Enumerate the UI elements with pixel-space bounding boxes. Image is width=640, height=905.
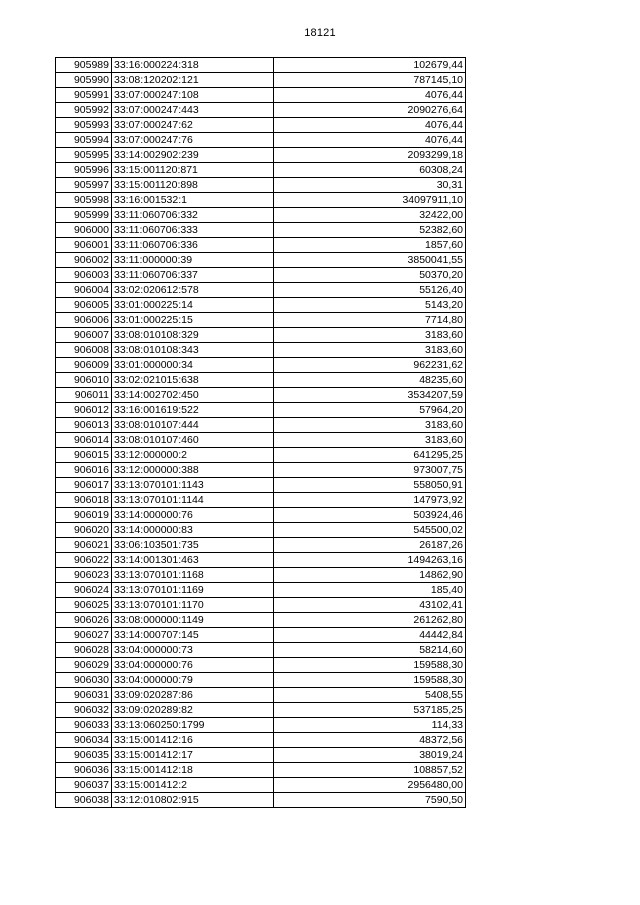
cadastral-number-cell: 33:08:000000:1149 <box>112 613 274 628</box>
cadastral-value-cell: 2090276,64 <box>274 103 466 118</box>
row-number-cell: 906032 <box>56 703 112 718</box>
cadastral-value-cell: 55126,40 <box>274 283 466 298</box>
cadastral-number-cell: 33:15:001412:17 <box>112 748 274 763</box>
row-number-cell: 906011 <box>56 388 112 403</box>
cadastral-value-cell: 34097911,10 <box>274 193 466 208</box>
cadastral-number-cell: 33:14:000000:83 <box>112 523 274 538</box>
cadastral-value-cell: 14862,90 <box>274 568 466 583</box>
cadastral-value-cell: 2956480,00 <box>274 778 466 793</box>
cadastral-number-cell: 33:13:070101:1143 <box>112 478 274 493</box>
cadastral-number-cell: 33:16:001619:522 <box>112 403 274 418</box>
cadastral-number-cell: 33:08:010108:343 <box>112 343 274 358</box>
table-row <box>56 643 466 658</box>
cadastral-value-cell: 3183,60 <box>274 433 466 448</box>
cadastral-number-cell: 33:07:000247:76 <box>112 133 274 148</box>
cadastral-number-cell: 33:07:000247:62 <box>112 118 274 133</box>
table-row <box>56 253 466 268</box>
table-row <box>56 118 466 133</box>
table-row <box>56 178 466 193</box>
row-number-cell: 906014 <box>56 433 112 448</box>
cadastral-value-cell: 1494263,16 <box>274 553 466 568</box>
cadastral-value-cell: 4076,44 <box>274 118 466 133</box>
cadastral-value-cell: 962231,62 <box>274 358 466 373</box>
table-body <box>56 58 466 808</box>
cadastral-value-cell: 7590,50 <box>274 793 466 808</box>
table-row <box>56 238 466 253</box>
row-number-cell: 906020 <box>56 523 112 538</box>
cadastral-value-cell: 3183,60 <box>274 418 466 433</box>
row-number-cell: 906025 <box>56 598 112 613</box>
table-row <box>56 343 466 358</box>
row-number-cell: 905995 <box>56 148 112 163</box>
row-number-cell: 906017 <box>56 478 112 493</box>
cadastral-value-cell: 48372,56 <box>274 733 466 748</box>
cadastral-number-cell: 33:12:000000:388 <box>112 463 274 478</box>
table-row <box>56 658 466 673</box>
cadastral-value-cell: 7714,80 <box>274 313 466 328</box>
cadastral-number-cell: 33:11:060706:332 <box>112 208 274 223</box>
row-number-cell: 906034 <box>56 733 112 748</box>
cadastral-value-cell: 32422,00 <box>274 208 466 223</box>
table-row <box>56 628 466 643</box>
cadastral-value-cell: 102679,44 <box>274 58 466 73</box>
cadastral-number-cell: 33:12:000000:2 <box>112 448 274 463</box>
cadastral-number-cell: 33:15:001120:898 <box>112 178 274 193</box>
cadastral-number-cell: 33:02:021015:638 <box>112 373 274 388</box>
cadastral-number-cell: 33:08:010107:460 <box>112 433 274 448</box>
cadastral-number-cell: 33:14:001301:463 <box>112 553 274 568</box>
cadastral-number-cell: 33:02:020612:578 <box>112 283 274 298</box>
cadastral-number-cell: 33:13:070101:1168 <box>112 568 274 583</box>
row-number-cell: 906005 <box>56 298 112 313</box>
table-row <box>56 283 466 298</box>
cadastral-number-cell: 33:13:070101:1170 <box>112 598 274 613</box>
cadastral-value-cell: 4076,44 <box>274 88 466 103</box>
cadastral-number-cell: 33:14:002902:239 <box>112 148 274 163</box>
row-number-cell: 906038 <box>56 793 112 808</box>
cadastral-number-cell: 33:08:010107:444 <box>112 418 274 433</box>
cadastral-value-cell: 44442,84 <box>274 628 466 643</box>
row-number-cell: 906000 <box>56 223 112 238</box>
cadastral-number-cell: 33:08:120202:121 <box>112 73 274 88</box>
cadastral-value-cell: 261262,80 <box>274 613 466 628</box>
cadastral-number-cell: 33:14:000000:76 <box>112 508 274 523</box>
cadastral-value-cell: 38019,24 <box>274 748 466 763</box>
table-row <box>56 508 466 523</box>
row-number-cell: 906004 <box>56 283 112 298</box>
table-row <box>56 688 466 703</box>
row-number-cell: 906009 <box>56 358 112 373</box>
row-number-cell: 906023 <box>56 568 112 583</box>
row-number-cell: 906028 <box>56 643 112 658</box>
cadastral-value-cell: 58214,60 <box>274 643 466 658</box>
table-row <box>56 193 466 208</box>
cadastral-number-cell: 33:11:060706:336 <box>112 238 274 253</box>
page-number: 18121 <box>304 27 336 39</box>
table-row <box>56 103 466 118</box>
row-number-cell: 906016 <box>56 463 112 478</box>
table-row <box>56 583 466 598</box>
cadastral-value-cell: 60308,24 <box>274 163 466 178</box>
row-number-cell: 905991 <box>56 88 112 103</box>
cadastral-number-cell: 33:11:000000:39 <box>112 253 274 268</box>
table-row <box>56 478 466 493</box>
table-row <box>56 673 466 688</box>
cadastral-number-cell: 33:15:001120:871 <box>112 163 274 178</box>
cadastral-value-cell: 1857,60 <box>274 238 466 253</box>
row-number-cell: 906021 <box>56 538 112 553</box>
row-number-cell: 906024 <box>56 583 112 598</box>
row-number-cell: 906027 <box>56 628 112 643</box>
table-row <box>56 523 466 538</box>
row-number-cell: 906013 <box>56 418 112 433</box>
row-number-cell: 906031 <box>56 688 112 703</box>
cadastral-number-cell: 33:01:000000:34 <box>112 358 274 373</box>
cadastral-number-cell: 33:08:010108:329 <box>112 328 274 343</box>
cadastral-value-cell: 159588,30 <box>274 658 466 673</box>
row-number-cell: 905997 <box>56 178 112 193</box>
cadastral-number-cell: 33:09:020287:86 <box>112 688 274 703</box>
row-number-cell: 906012 <box>56 403 112 418</box>
cadastral-number-cell: 33:16:000224:318 <box>112 58 274 73</box>
row-number-cell: 906037 <box>56 778 112 793</box>
row-number-cell: 906002 <box>56 253 112 268</box>
table-row <box>56 208 466 223</box>
table-row <box>56 463 466 478</box>
cadastral-value-cell: 2093299,18 <box>274 148 466 163</box>
cadastral-value-cell: 3183,60 <box>274 328 466 343</box>
cadastral-number-cell: 33:15:001412:18 <box>112 763 274 778</box>
row-number-cell: 905989 <box>56 58 112 73</box>
row-number-cell: 906030 <box>56 673 112 688</box>
cadastral-value-cell: 159588,30 <box>274 673 466 688</box>
table-row <box>56 793 466 808</box>
cadastral-value-cell: 48235,60 <box>274 373 466 388</box>
table-row <box>56 433 466 448</box>
table-row <box>56 268 466 283</box>
table-row <box>56 298 466 313</box>
table-row <box>56 223 466 238</box>
row-number-cell: 905994 <box>56 133 112 148</box>
cadastral-number-cell: 33:11:060706:337 <box>112 268 274 283</box>
row-number-cell: 905996 <box>56 163 112 178</box>
cadastral-value-cell: 537185,25 <box>274 703 466 718</box>
cadastral-value-cell: 50370,20 <box>274 268 466 283</box>
cadastral-value-cell: 787145,10 <box>274 73 466 88</box>
row-number-cell: 906018 <box>56 493 112 508</box>
row-number-cell: 906019 <box>56 508 112 523</box>
table-row <box>56 358 466 373</box>
row-number-cell: 906007 <box>56 328 112 343</box>
row-number-cell: 905992 <box>56 103 112 118</box>
table-row <box>56 718 466 733</box>
cadastral-value-cell: 185,40 <box>274 583 466 598</box>
table-row <box>56 553 466 568</box>
cadastral-number-cell: 33:07:000247:443 <box>112 103 274 118</box>
cadastral-value-cell: 545500,02 <box>274 523 466 538</box>
cadastral-value-cell: 30,31 <box>274 178 466 193</box>
cadastral-number-cell: 33:07:000247:108 <box>112 88 274 103</box>
cadastral-number-cell: 33:04:000000:79 <box>112 673 274 688</box>
row-number-cell: 906026 <box>56 613 112 628</box>
cadastral-number-cell: 33:16:001532:1 <box>112 193 274 208</box>
cadastral-number-cell: 33:14:000707:145 <box>112 628 274 643</box>
row-number-cell: 905990 <box>56 73 112 88</box>
cadastral-number-cell: 33:13:070101:1144 <box>112 493 274 508</box>
table-row <box>56 538 466 553</box>
cadastral-number-cell: 33:13:060250:1799 <box>112 718 274 733</box>
table-row <box>56 448 466 463</box>
row-number-cell: 906015 <box>56 448 112 463</box>
cadastral-value-cell: 147973,92 <box>274 493 466 508</box>
cadastral-value-cell: 57964,20 <box>274 403 466 418</box>
cadastral-value-cell: 3183,60 <box>274 343 466 358</box>
row-number-cell: 905993 <box>56 118 112 133</box>
row-number-cell: 906001 <box>56 238 112 253</box>
table-row <box>56 73 466 88</box>
cadastral-value-cell: 43102,41 <box>274 598 466 613</box>
row-number-cell: 905999 <box>56 208 112 223</box>
table-row <box>56 148 466 163</box>
table-row <box>56 763 466 778</box>
table-row <box>56 133 466 148</box>
cadastral-number-cell: 33:01:000225:15 <box>112 313 274 328</box>
table-row <box>56 778 466 793</box>
cadastral-value-cell: 5408,55 <box>274 688 466 703</box>
cadastral-value-cell: 3534207,59 <box>274 388 466 403</box>
cadastral-number-cell: 33:12:010802:915 <box>112 793 274 808</box>
table-row <box>56 328 466 343</box>
row-number-cell: 906036 <box>56 763 112 778</box>
cadastral-number-cell: 33:06:103501:735 <box>112 538 274 553</box>
cadastral-value-table <box>55 57 466 808</box>
cadastral-number-cell: 33:15:001412:2 <box>112 778 274 793</box>
row-number-cell: 906010 <box>56 373 112 388</box>
table-row <box>56 58 466 73</box>
table-row <box>56 403 466 418</box>
row-number-cell: 906006 <box>56 313 112 328</box>
cadastral-value-cell: 4076,44 <box>274 133 466 148</box>
cadastral-number-cell: 33:09:020289:82 <box>112 703 274 718</box>
row-number-cell: 906008 <box>56 343 112 358</box>
cadastral-value-cell: 641295,25 <box>274 448 466 463</box>
cadastral-value-cell: 114,33 <box>274 718 466 733</box>
cadastral-value-cell: 52382,60 <box>274 223 466 238</box>
table-row <box>56 703 466 718</box>
cadastral-value-cell: 973007,75 <box>274 463 466 478</box>
cadastral-value-cell: 503924,46 <box>274 508 466 523</box>
table-row <box>56 313 466 328</box>
row-number-cell: 905998 <box>56 193 112 208</box>
table-row <box>56 598 466 613</box>
cadastral-value-cell: 5143,20 <box>274 298 466 313</box>
table-row <box>56 748 466 763</box>
table-row <box>56 568 466 583</box>
cadastral-number-cell: 33:14:002702:450 <box>112 388 274 403</box>
cadastral-value-cell: 3850041,55 <box>274 253 466 268</box>
cadastral-number-cell: 33:04:000000:76 <box>112 658 274 673</box>
cadastral-value-cell: 26187,26 <box>274 538 466 553</box>
cadastral-number-cell: 33:01:000225:14 <box>112 298 274 313</box>
table-row <box>56 163 466 178</box>
table-row <box>56 493 466 508</box>
cadastral-value-cell: 558050,91 <box>274 478 466 493</box>
table-row <box>56 373 466 388</box>
table-row <box>56 733 466 748</box>
row-number-cell: 906022 <box>56 553 112 568</box>
table-row <box>56 613 466 628</box>
cadastral-number-cell: 33:11:060706:333 <box>112 223 274 238</box>
row-number-cell: 906033 <box>56 718 112 733</box>
row-number-cell: 906035 <box>56 748 112 763</box>
row-number-cell: 906029 <box>56 658 112 673</box>
cadastral-number-cell: 33:13:070101:1169 <box>112 583 274 598</box>
table-row <box>56 388 466 403</box>
table-row <box>56 88 466 103</box>
cadastral-number-cell: 33:04:000000:73 <box>112 643 274 658</box>
row-number-cell: 906003 <box>56 268 112 283</box>
cadastral-number-cell: 33:15:001412:16 <box>112 733 274 748</box>
cadastral-value-cell: 108857,52 <box>274 763 466 778</box>
table-row <box>56 418 466 433</box>
